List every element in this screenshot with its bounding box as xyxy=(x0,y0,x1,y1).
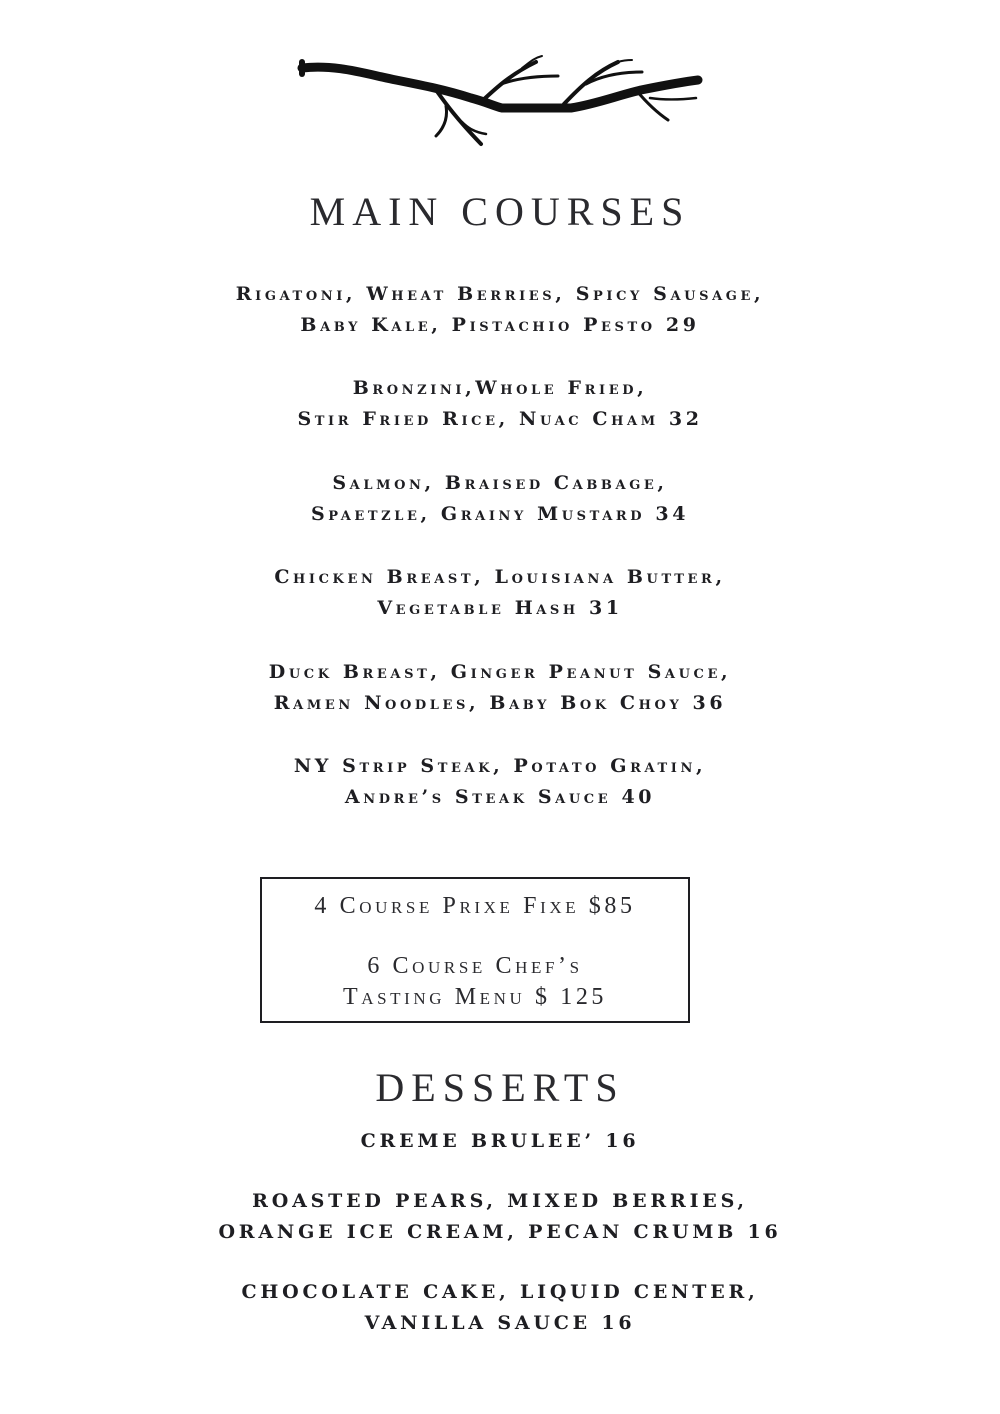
dessert-item-line: ORANGE ICE CREAM, PECAN CRUMB 16 xyxy=(218,1221,782,1243)
menu-item xyxy=(0,751,1000,813)
dessert-item-line: VANILLA SAUCE 16 xyxy=(364,1312,636,1334)
menu-item-line: Bronzini,Whole Fried, xyxy=(352,377,648,399)
menu-item-line: Salmon, Braised Cabbage, xyxy=(332,472,668,494)
dessert-item xyxy=(0,1186,1000,1248)
dessert-item-line: CREME BRULEE’ 16 xyxy=(360,1130,640,1152)
menu-item-line: Stir Fried Rice, Nuac Cham 32 xyxy=(297,408,703,430)
menu-item xyxy=(0,373,1000,435)
tasting-menu-option: Tasting Menu $ 125 xyxy=(342,984,608,1010)
menu-item-line: NY Strip Steak, Potato Gratin, xyxy=(293,755,707,777)
menu-item-line: Ramen Noodles, Baby Bok Choy 36 xyxy=(273,692,727,714)
main-courses-title: MAIN COURSES xyxy=(309,189,691,234)
menu-item-line: Duck Breast, Ginger Peanut Sauce, xyxy=(268,661,732,683)
dessert-item-line: ROASTED PEARS, MIXED BERRIES, xyxy=(252,1190,748,1212)
menu-item xyxy=(0,279,1000,341)
tree-branch-icon xyxy=(296,48,704,152)
tasting-menu-option: 6 Course Chef’s xyxy=(367,953,583,979)
prix-fixe-option: 4 Course Prixe Fixe $85 xyxy=(314,893,636,919)
menu-item xyxy=(0,657,1000,719)
dessert-item xyxy=(0,1126,1000,1157)
dessert-item xyxy=(0,1277,1000,1339)
desserts-title: DESSERTS xyxy=(375,1065,625,1110)
menu-item-line: Andre’s Steak Sauce 40 xyxy=(344,786,656,808)
menu-item-line: Chicken Breast, Louisiana Butter, xyxy=(274,566,726,588)
prix-fixe-box xyxy=(260,877,690,1023)
menu-item-line: Vegetable Hash 31 xyxy=(377,597,623,619)
menu-item xyxy=(0,468,1000,530)
menu-item-line: Rigatoni, Wheat Berries, Spicy Sausage, xyxy=(235,283,765,305)
dessert-item-line: CHOCOLATE CAKE, LIQUID CENTER, xyxy=(241,1281,759,1303)
menu-item xyxy=(0,562,1000,624)
menu-item-line: Baby Kale, Pistachio Pesto 29 xyxy=(300,314,700,336)
menu-item-line: Spaetzle, Grainy Mustard 34 xyxy=(310,503,690,525)
